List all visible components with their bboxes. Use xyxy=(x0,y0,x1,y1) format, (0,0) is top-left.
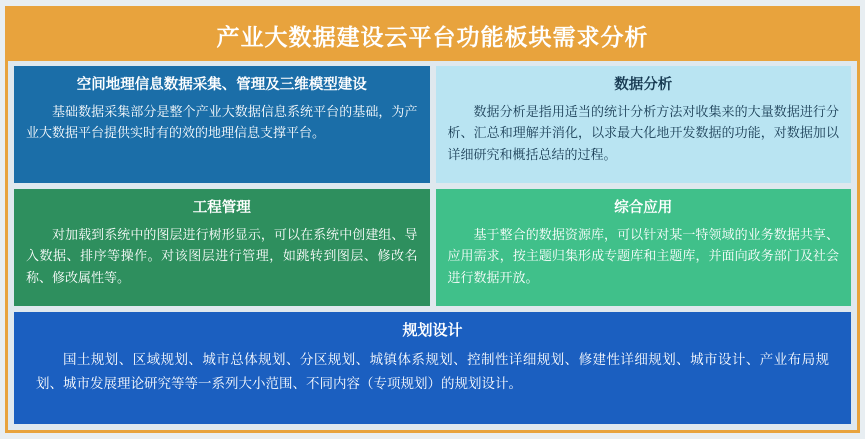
diagram-title: 产业大数据建设云平台功能板块需求分析 xyxy=(8,9,857,61)
card-data-analysis-text: 数据分析是指用适当的统计分析方法对收集来的大量数据进行分析、汇总和理解并消化，以求最大化地开发数据的功能，对数据加以详细研究和概括总结的过程。 xyxy=(447,103,839,162)
right-column xyxy=(436,66,852,306)
card-grid xyxy=(8,61,857,306)
card-engineering-management-heading: 工程管理 xyxy=(192,200,251,216)
diagram-frame xyxy=(5,6,860,433)
card-integrated-application-heading: 综合应用 xyxy=(614,200,673,216)
card-planning-design-text: 国土规划、区域规划、城市总体规划、分区规划、城镇体系规划、控制性详细规划、修建性详细规划、城市设计、产业布局规划、城市发展理论研究等等一系列大小范围、不同内容（专项规划）的规划设计。 xyxy=(36,351,829,391)
card-geo-info-heading: 空间地理信息数据采集、管理及三维模型建设 xyxy=(76,77,367,93)
card-data-analysis-heading: 数据分析 xyxy=(614,77,673,93)
left-column xyxy=(14,66,430,306)
card-geo-info-text: 基础数据采集部分是整个产业大数据信息系统平台的基础，为产业大数据平台提供实时有的效的地理信息支撑平台。 xyxy=(26,103,418,141)
card-integrated-application-text: 基于整合的数据资源库，可以针对某一特领域的业务数据共享、应用需求，按主题归集形成专题库和主题库，并面向政务部门及社会进行数据开放。 xyxy=(447,226,839,285)
card-planning-design-heading: 规划设计 xyxy=(402,322,463,339)
card-engineering-management xyxy=(14,189,430,306)
diagram-body xyxy=(8,61,857,430)
card-integrated-application xyxy=(436,189,852,306)
card-engineering-management-text: 对加载到系统中的图层进行树形显示，可以在系统中创建组、导入数据、排序等操作。对该图层进行管理，如跳转到图层、修改名称、修改属性等。 xyxy=(26,226,418,285)
card-planning-design xyxy=(14,312,851,424)
card-geo-info xyxy=(14,66,430,183)
card-data-analysis xyxy=(436,66,852,183)
